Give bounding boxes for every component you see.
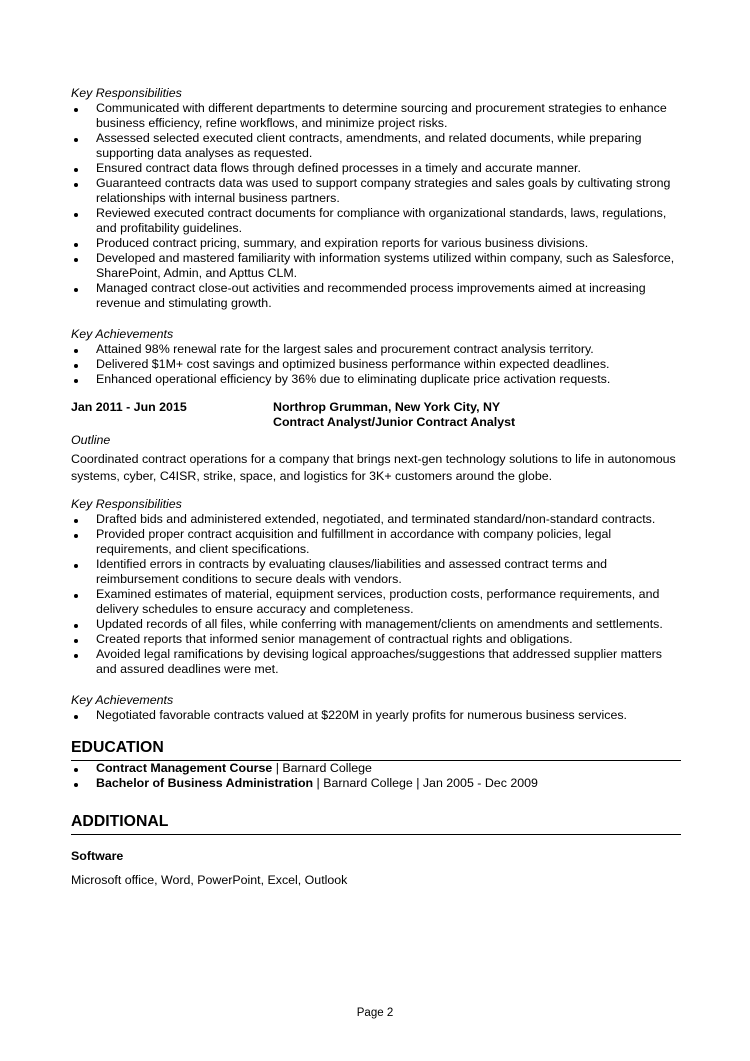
list-item: Created reports that informed senior management of contractual rights and obligations. bbox=[71, 632, 681, 647]
additional-heading: ADDITIONAL bbox=[71, 812, 681, 835]
education-item-name: Contract Management Course bbox=[96, 761, 273, 775]
job1-achievements-list bbox=[71, 342, 681, 387]
job2-outline-text: Coordinated contract operations for a company that brings next-gen technology solutions to life in autonomous systems, cyber, C4ISR, strike, space, and logistics for 3K+ customers around the globe. bbox=[71, 452, 676, 483]
education-item bbox=[71, 776, 681, 791]
job2-responsibilities-list bbox=[71, 512, 681, 677]
list-item: Identified errors in contracts by evaluating clauses/liabilities and assessed contract terms and reimbursement conditions to secure deals with vendors. bbox=[71, 557, 681, 587]
job1-responsibilities-heading: Key Responsibilities bbox=[71, 86, 182, 100]
list-item: Developed and mastered familiarity with information systems utilized within company, such as Salesforce, SharePoint, Admin, and Apttus CLM. bbox=[71, 251, 681, 281]
education-item-detail: | Barnard College | Jan 2005 - Dec 2009 bbox=[313, 776, 538, 790]
job2-outline-heading: Outline bbox=[71, 433, 111, 447]
job2-achievements-list bbox=[71, 708, 681, 723]
list-item: Delivered $1M+ cost savings and optimized business performance within expected deadlines. bbox=[71, 357, 681, 372]
list-item: Communicated with different departments to determine sourcing and procurement strategies to enhance business efficiency, refine workflows, and minimize project risks. bbox=[71, 101, 681, 131]
job2-dates: Jan 2011 - Jun 2015 bbox=[71, 400, 187, 414]
job2-title: Contract Analyst/Junior Contract Analyst bbox=[273, 415, 516, 429]
education-heading: EDUCATION bbox=[71, 738, 681, 761]
education-item-detail: | Barnard College bbox=[272, 761, 372, 775]
list-item: Produced contract pricing, summary, and expiration reports for various business divisions. bbox=[71, 236, 681, 251]
job2-company-block bbox=[273, 400, 681, 430]
page-number: Page 2 bbox=[356, 1007, 394, 1019]
education-item-name: Bachelor of Business Administration bbox=[96, 776, 314, 790]
list-item: Ensured contract data flows through defined processes in a timely and accurate manner. bbox=[71, 161, 681, 176]
list-item: Attained 98% renewal rate for the largest sales and procurement contract analysis territory. bbox=[71, 342, 681, 357]
list-item: Assessed selected executed client contracts, amendments, and related documents, while preparing supporting data analyses as requested. bbox=[71, 131, 681, 161]
job1-achievements-heading: Key Achievements bbox=[71, 327, 174, 341]
list-item: Reviewed executed contract documents for compliance with organizational standards, laws, regulations, and profitability guidelines. bbox=[71, 206, 681, 236]
list-item: Managed contract close-out activities and recommended process improvements aimed at increasing revenue and stimulating growth. bbox=[71, 281, 681, 311]
list-item: Drafted bids and administered extended, negotiated, and terminated standard/non-standard contracts. bbox=[71, 512, 681, 527]
list-item: Examined estimates of material, equipment services, production costs, performance requirements, and delivery schedules to ensure accuracy and completeness. bbox=[71, 587, 681, 617]
list-item: Provided proper contract acquisition and fulfillment in accordance with company policies, legal requirements, and client specifications. bbox=[71, 527, 681, 557]
job2-responsibilities-heading: Key Responsibilities bbox=[71, 497, 182, 511]
education-list bbox=[71, 761, 681, 791]
list-item: Updated records of all files, while conferring with management/clients on amendments and settlements. bbox=[71, 617, 681, 632]
education-item bbox=[71, 761, 681, 776]
list-item: Enhanced operational efficiency by 36% due to eliminating duplicate price activation requests. bbox=[71, 372, 681, 387]
software-label: Software bbox=[71, 849, 124, 863]
job2-achievements-heading: Key Achievements bbox=[71, 693, 174, 707]
resume-page-2 bbox=[71, 86, 681, 888]
job2-company: Northrop Grumman, New York City, NY bbox=[273, 400, 501, 414]
list-item: Negotiated favorable contracts valued at $220M in yearly profits for numerous business services. bbox=[71, 708, 681, 723]
job1-responsibilities-list bbox=[71, 101, 681, 311]
job2-header bbox=[71, 400, 681, 430]
list-item: Avoided legal ramifications by devising logical approaches/suggestions that addressed supplier matters and assured deadlines were met. bbox=[71, 647, 681, 677]
software-text: Microsoft office, Word, PowerPoint, Excel, Outlook bbox=[71, 873, 348, 887]
list-item: Guaranteed contracts data was used to support company strategies and sales goals by cultivating strong relationships with internal business partners. bbox=[71, 176, 681, 206]
